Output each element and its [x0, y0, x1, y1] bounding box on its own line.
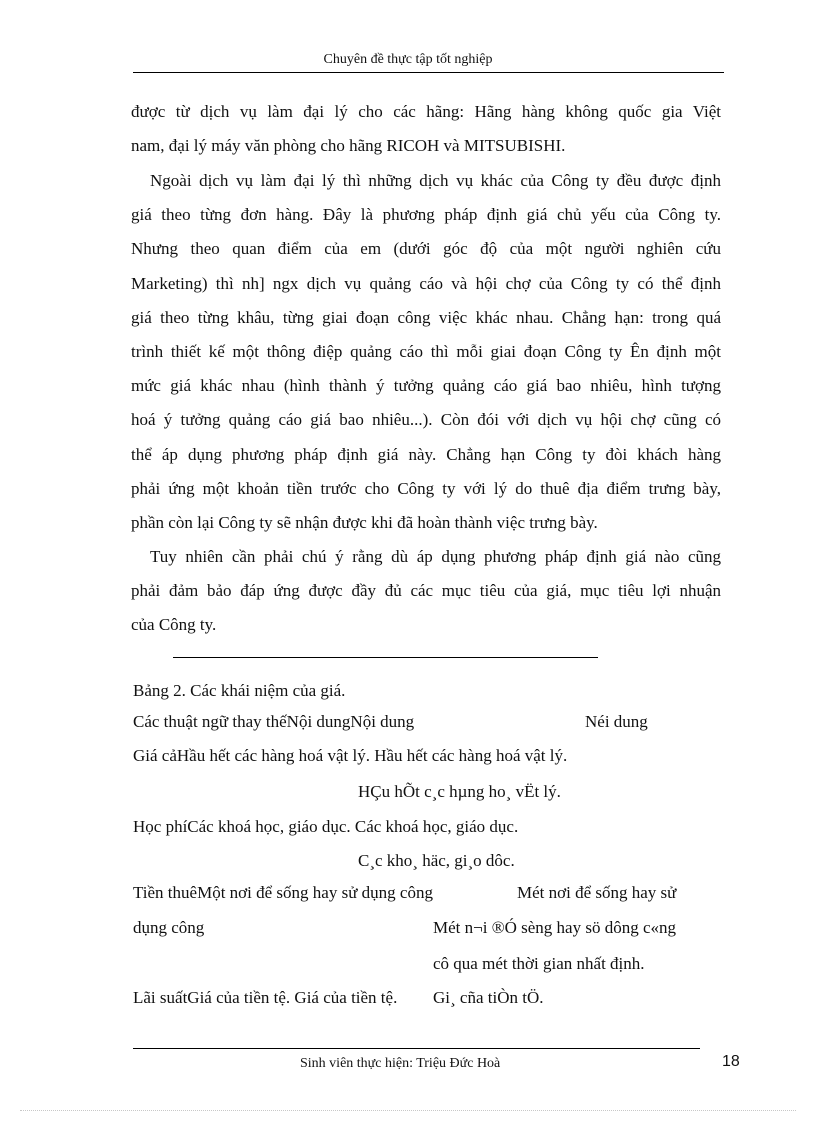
- header-rule: [133, 72, 724, 73]
- table-row-3-encoded: Mét n¬i ®Ó sèng hay sö dông c«ng: [433, 918, 677, 937]
- text-line: hoá ý tưởng quảng cáo giá bao nhiêu...). Còn đói với dịch vụ hội chợ cũng có: [131, 410, 721, 430]
- text-line: của Công ty.: [131, 615, 217, 635]
- text-line: giá theo từng đơn hàng. Đây là phương pháp định giá chủ yếu của Công ty.: [131, 205, 721, 225]
- table-row-1-encoded: HÇu hÕt c¸c hµng ho¸ vËt lý.: [358, 782, 561, 801]
- table-row-4: Lãi suấtGiá của tiền tệ. Giá của tiền tệ.: [133, 988, 398, 1007]
- table-row-2-encoded: C¸c kho¸ häc, gi¸o dôc.: [358, 851, 515, 870]
- table-row-3-cont: dụng công: [133, 918, 205, 937]
- paragraph-1: [131, 95, 721, 163]
- text-line: nam, đại lý máy văn phòng cho hãng RICOH và MITSUBISHI.: [131, 136, 566, 156]
- text-line: Tuy nhiên cần phải chú ý rằng dù áp dụng phương pháp định giá nào cũng: [150, 547, 721, 566]
- text-line: trình thiết kế một thông điệp quảng cáo thì mỗi giai đoạn Công ty Ên định một: [131, 342, 721, 362]
- footer-rule: [133, 1048, 700, 1049]
- footer-author: Sinh viên thực hiện: Triệu Đức Hoà: [300, 1056, 501, 1071]
- table-caption: Bảng 2. Các khái niệm của giá.: [133, 681, 346, 700]
- table-row-1: Giá cảHầu hết các hàng hoá vật lý. Hầu hết các hàng hoá vật lý.: [133, 746, 568, 765]
- table-row-3: Tiền thuêMột nơi để sống hay sử dụng công: [133, 883, 433, 902]
- paragraph-2: [131, 164, 721, 540]
- text-line: được từ dịch vụ làm đại lý cho các hãng: Hãng hàng không quốc gia Việt: [131, 102, 721, 121]
- text-line: giá theo từng khâu, từng giai đoạn công việc khác nhau. Chẳng hạn: trong quá: [131, 307, 721, 327]
- table-row-3-mid: Mét nơi để sống hay sử: [517, 883, 677, 902]
- text-line: thể áp dụng phương pháp định giá này. Chẳng hạn Công ty đòi khách hàng: [131, 444, 721, 464]
- text-line: phần còn lại Công ty sẽ nhận được khi đã hoàn thành việc trưng bày.: [131, 513, 598, 533]
- text-line: Ngoài dịch vụ làm đại lý thì những dịch vụ khác của Công ty đều được định: [150, 171, 721, 190]
- table-row-3-encoded-cont: cô qua mét thời gian nhất định.: [433, 954, 645, 973]
- text-line: phải đảm bảo đáp ứng được đầy đủ các mục tiêu của giá, mục tiêu lợi nhuận: [131, 581, 721, 601]
- table-row-4-encoded: Gi¸ cña tiÒn tÖ.: [433, 988, 544, 1007]
- table-header-left: Các thuật ngữ thay thếNội dungNội dung: [133, 712, 415, 731]
- paragraph-3: [131, 540, 721, 643]
- page-number: 18: [722, 1053, 740, 1070]
- text-line: phải ứng một khoản tiền trước cho Công ty với lý do thuê địa điểm trưng bày,: [131, 478, 721, 498]
- text-line: Marketing) thì nh] ngx dịch vụ quảng cáo và hội chợ của Công ty có thể định: [131, 273, 721, 293]
- text-line: Nhưng theo quan điểm của em (dưới góc độ của một người nghiên cứu: [131, 239, 721, 259]
- page-header: Chuyên đề thực tập tốt nghiệp: [323, 52, 493, 67]
- table-row-2: Học phíCác khoá học, giáo dục. Các khoá học, giáo dục.: [133, 817, 519, 836]
- text-line: mức giá khác nhau (hình thành ý tưởng quảng cáo giá bao nhiêu, hình tượng: [131, 376, 721, 396]
- table-header-right: Néi dung: [585, 712, 648, 731]
- page-bottom-dotted-line: [20, 1110, 796, 1111]
- section-divider: [173, 657, 598, 658]
